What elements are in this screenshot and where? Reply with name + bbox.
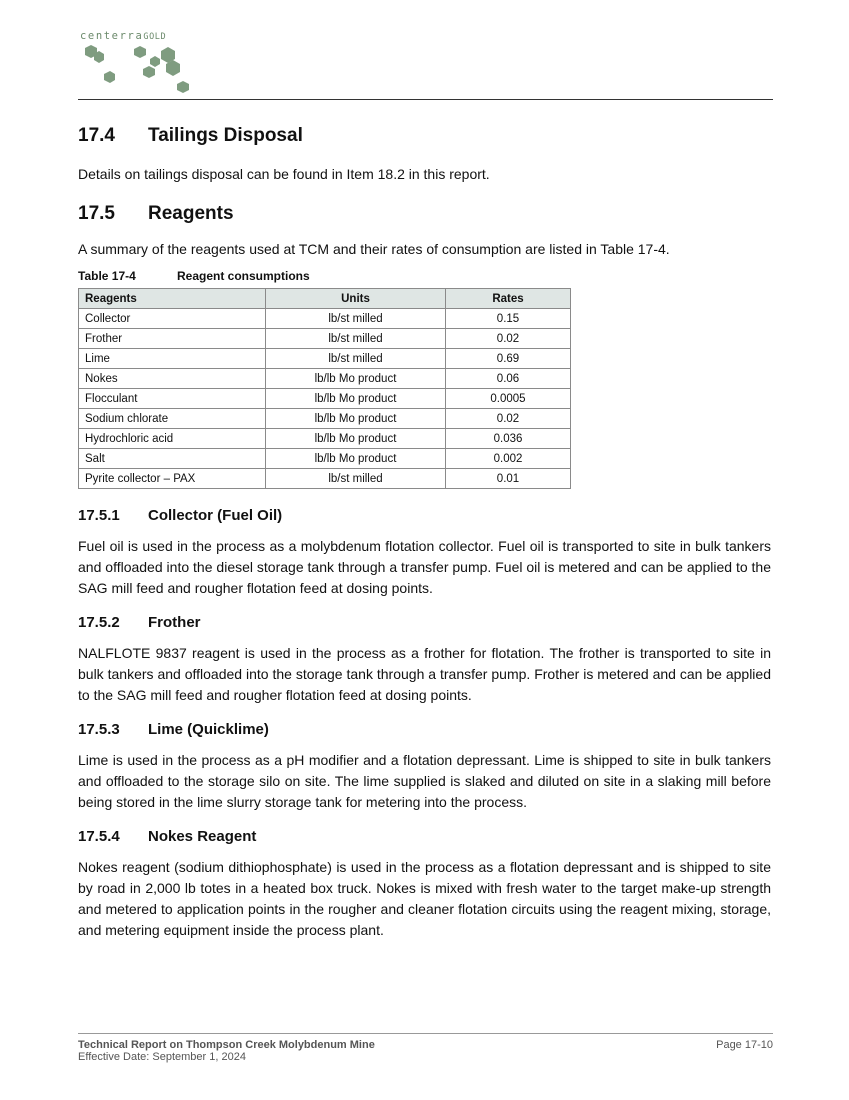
section-heading-17-4: 17.4 Tailings Disposal — [78, 125, 303, 146]
reagent-cell: Pyrite collector – PAX — [79, 469, 266, 489]
section-text-17-5-4: Nokes reagent (sodium dithiophosphate) is used in the process as a flotation depressant and is shipped to site by road in 2,000 lb totes in a heated box truck. Nokes is mixed with fresh water to the target make-up strength and metered to application points in the rougher and cleaner flotation circuits using the reagent mixing, storage, and metering equipment inside the process plant. — [78, 859, 771, 938]
page-content — [78, 125, 771, 941]
section-heading-17-5-4: 17.5.4 Nokes Reagent — [78, 828, 257, 845]
unit-cell: lb/lb Mo product — [266, 449, 446, 469]
rate-cell: 0.036 — [446, 429, 571, 449]
section-heading-17-5-1: 17.5.1 Collector (Fuel Oil) — [78, 507, 283, 524]
table-caption: Table 17-4 Reagent consumptions — [78, 269, 310, 283]
table-row — [79, 469, 571, 489]
unit-cell: lb/lb Mo product — [266, 389, 446, 409]
table-row — [79, 309, 571, 329]
section-text-17-4: Details on tailings disposal can be found in Item 18.2 in this report. — [78, 166, 490, 182]
section-text-17-5-2: NALFLOTE 9837 reagent is used in the process as a frother for flotation. The frother is transported to site in bulk tankers and offloaded into the storage tank through a transfer pump. Frother is metered and can be applied to the SAG mill feed and rougher flotation feed at dosing points. — [78, 645, 771, 703]
table-row — [79, 349, 571, 369]
footer-effective-date: Effective Date: September 1, 2024 — [78, 1051, 246, 1063]
table-row — [79, 409, 571, 429]
rate-cell: 0.02 — [446, 329, 571, 349]
reagent-cell: Hydrochloric acid — [79, 429, 266, 449]
reagent-cell: Collector — [79, 309, 266, 329]
rate-cell: 0.02 — [446, 409, 571, 429]
logo-wordmark: centerraGOLD — [80, 30, 167, 42]
section-heading-17-5: 17.5 Reagents — [78, 203, 234, 224]
footer-page-number: Page 17-10 — [716, 1039, 773, 1051]
reagent-cell: Nokes — [79, 369, 266, 389]
page-header — [78, 28, 773, 100]
reagent-cell: Sodium chlorate — [79, 409, 266, 429]
reagent-cell: Salt — [79, 449, 266, 469]
table-row — [79, 389, 571, 409]
unit-cell: lb/st milled — [266, 329, 446, 349]
section-heading-17-5-2: 17.5.2 Frother — [78, 614, 201, 631]
rate-cell: 0.01 — [446, 469, 571, 489]
section-text-17-5-3: Lime is used in the process as a pH modifier and a flotation depressant. Lime is shipped to site in bulk tankers and offloaded to the storage silo on site. The lime supplied is slaked and diluted on site in a slaking mill before being stored in the lime slurry storage tank for metering into the process. — [78, 752, 771, 810]
unit-cell: lb/lb Mo product — [266, 369, 446, 389]
rate-cell: 0.15 — [446, 309, 571, 329]
rate-cell: 0.002 — [446, 449, 571, 469]
header-rates: Rates — [446, 289, 571, 309]
table-row — [79, 369, 571, 389]
table-header-row — [79, 289, 571, 309]
table-row — [79, 329, 571, 349]
logo-hexagons-icon — [78, 42, 198, 94]
rate-cell: 0.0005 — [446, 389, 571, 409]
reagent-cell: Lime — [79, 349, 266, 369]
reagent-table — [78, 288, 571, 489]
table-row — [79, 449, 571, 469]
rate-cell: 0.69 — [446, 349, 571, 369]
unit-cell: lb/st milled — [266, 309, 446, 329]
rate-cell: 0.06 — [446, 369, 571, 389]
reagent-cell: Flocculant — [79, 389, 266, 409]
unit-cell: lb/st milled — [266, 469, 446, 489]
unit-cell: lb/lb Mo product — [266, 429, 446, 449]
page-footer — [78, 1033, 773, 1063]
footer-report-title: Technical Report on Thompson Creek Molybdenum Mine — [78, 1039, 375, 1051]
reagent-cell: Frother — [79, 329, 266, 349]
header-reagents: Reagents — [79, 289, 266, 309]
table-row — [79, 429, 571, 449]
header-units: Units — [266, 289, 446, 309]
section-text-17-5: A summary of the reagents used at TCM and their rates of consumption are listed in Table 17-4. — [78, 241, 670, 257]
section-heading-17-5-3: 17.5.3 Lime (Quicklime) — [78, 721, 269, 738]
section-text-17-5-1: Fuel oil is used in the process as a molybdenum flotation collector. Fuel oil is transported to site in bulk tankers and offloaded into the diesel storage tank through a transfer pump. Fuel oil is metered and can be applied to the SAG mill feed and rougher flotation feed at dosing points. — [78, 538, 771, 596]
unit-cell: lb/lb Mo product — [266, 409, 446, 429]
unit-cell: lb/st milled — [266, 349, 446, 369]
